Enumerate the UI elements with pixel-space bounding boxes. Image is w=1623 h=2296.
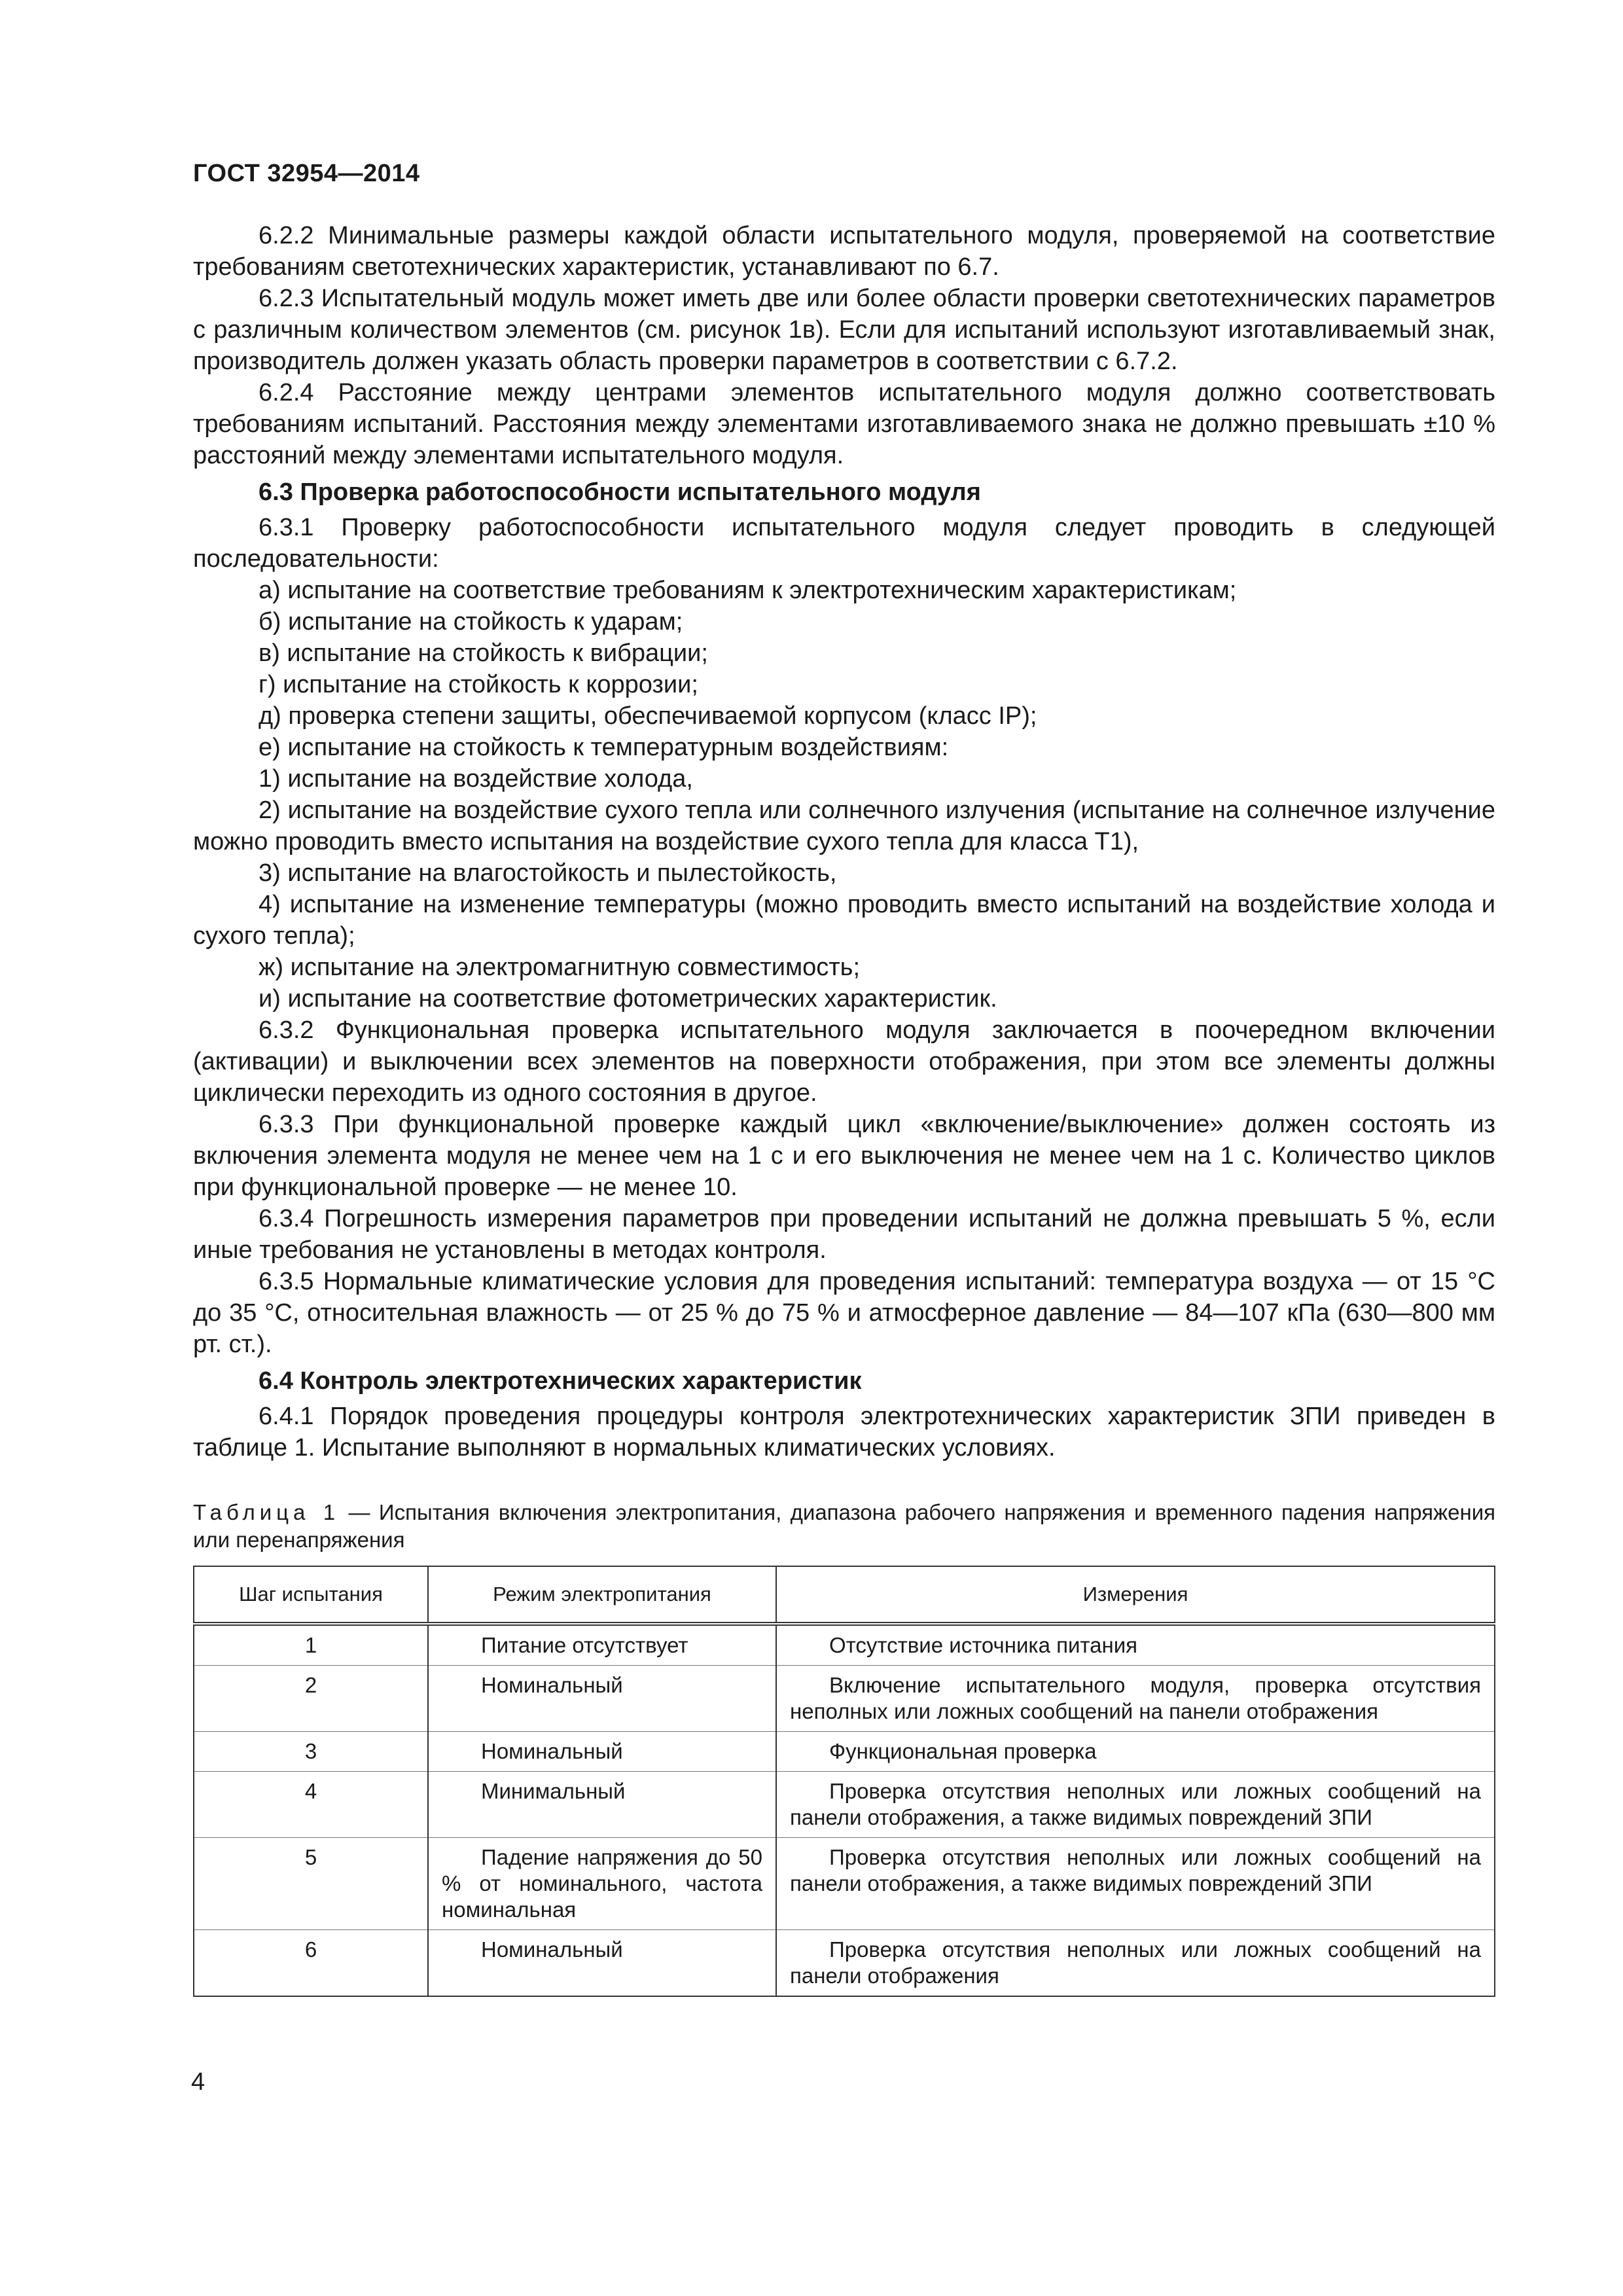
paragraph-6-2-4: 6.2.4 Расстояние между центрами элементов испытательного модуля должно соответствовать требованиям испытаний. Расстояния между элементами изготавливаемого знака не должно превышать ±10 % расстояний между элементами испытательного модуля. bbox=[193, 379, 1495, 469]
cell-power-mode: Номинальный bbox=[428, 1732, 776, 1772]
sub-item-2: 2) испытание на воздействие сухого тепла или солнечного излучения (испытание на солнечное излучение можно проводить вместо испытания на воздействие сухого тепла для класса Т1), bbox=[193, 797, 1495, 855]
cell-measurement: Включение испытательного модуля, проверка отсутствия неполных или ложных сообщений на панели отображения bbox=[776, 1666, 1495, 1732]
list-item-e: е) испытание на стойкость к температурным воздействиям: bbox=[259, 734, 949, 761]
cell-step: 1 bbox=[194, 1624, 428, 1666]
list-item-zh: ж) испытание на электромагнитную совместимость; bbox=[259, 954, 861, 981]
cell-measurement: Проверка отсутствия неполных или ложных сообщений на панели отображения bbox=[776, 1930, 1495, 1997]
paragraph-6-3-4: 6.3.4 Погрешность измерения параметров при проведении испытаний не должна превышать 5 %, если иные требования не установлены в методах контроля. bbox=[193, 1205, 1495, 1264]
page-number: 4 bbox=[191, 2068, 205, 2096]
sub-item-3: 3) испытание на влагостойкость и пылестойкость, bbox=[259, 859, 837, 887]
table-row bbox=[194, 1838, 1495, 1930]
section-heading-6-3: 6.3 Проверка работоспособности испытательного модуля bbox=[259, 478, 981, 506]
section-heading-6-4: 6.4 Контроль электротехнических характеристик bbox=[259, 1367, 862, 1395]
cell-step: 6 bbox=[194, 1930, 428, 1997]
cell-measurement: Проверка отсутствия неполных или ложных сообщений на панели отображения, а также видимых повреждений ЗПИ bbox=[776, 1838, 1495, 1930]
document-header: ГОСТ 32954—2014 bbox=[193, 160, 420, 187]
paragraph-6-3-1: 6.3.1 Проверку работоспособности испытательного модуля следует проводить в следующей последовательности: bbox=[193, 514, 1495, 573]
column-header-power-mode: Режим электропитания bbox=[428, 1566, 776, 1624]
list-item-b: б) испытание на стойкость к ударам; bbox=[259, 608, 683, 636]
list-item-v: в) испытание на стойкость к вибрации; bbox=[259, 639, 708, 667]
table-caption bbox=[193, 1499, 1495, 1554]
sub-item-1: 1) испытание на воздействие холода, bbox=[259, 765, 693, 793]
table-caption-text: — Испытания включения электропитания, диапазона рабочего напряжения и временного падения напряжения или перенапряжения bbox=[193, 1500, 1496, 1552]
test-table bbox=[193, 1566, 1495, 1997]
column-header-step: Шаг испытания bbox=[194, 1566, 428, 1624]
cell-measurement: Проверка отсутствия неполных или ложных сообщений на панели отображения, а также видимых повреждений ЗПИ bbox=[776, 1772, 1495, 1838]
table-row bbox=[194, 1930, 1495, 1997]
cell-measurement: Функциональная проверка bbox=[776, 1732, 1495, 1772]
paragraph-6-3-5: 6.3.5 Нормальные климатические условия для проведения испытаний: температура воздуха — от 15 °С до 35 °С, относительная влажность — от 25 % до 75 % и атмосферное давление — 84—107 кПа (630—800 мм рт. ст.). bbox=[193, 1268, 1495, 1358]
paragraph-6-3-2: 6.3.2 Функциональная проверка испытательного модуля заключается в поочередном включении (активации) и выключении всех элементов на поверхности отображения, при этом все элементы должны циклически переходить из одного состояния в другое. bbox=[193, 1016, 1495, 1107]
table-row bbox=[194, 1732, 1495, 1772]
cell-step: 4 bbox=[194, 1772, 428, 1838]
table-caption-label: Таблица 1 bbox=[193, 1500, 340, 1524]
table-row bbox=[194, 1624, 1495, 1666]
cell-measurement: Отсутствие источника питания bbox=[776, 1624, 1495, 1666]
cell-power-mode: Питание отсутствует bbox=[428, 1624, 776, 1666]
cell-power-mode: Номинальный bbox=[428, 1930, 776, 1997]
paragraph-6-3-3: 6.3.3 При функциональной проверке каждый цикл «включение/выключение» должен состоять из включения элемента модуля не менее чем на 1 с и его выключения не менее чем на 1 с. Количество циклов при функциональной проверке — не менее 10. bbox=[193, 1111, 1495, 1201]
cell-power-mode: Падение напряжения до 50 % от номинального, частота номинальная bbox=[428, 1838, 776, 1930]
sub-item-4: 4) испытание на изменение температуры (можно проводить вместо испытаний на воздействие холода и сухого тепла); bbox=[193, 891, 1495, 950]
cell-power-mode: Минимальный bbox=[428, 1772, 776, 1838]
paragraph-6-2-3: 6.2.3 Испытательный модуль может иметь две или более области проверки светотехнических параметров с различным количеством элементов (см. рисунок 1в). Если для испытаний используют изготавливаемый знак, производитель должен указать область проверки параметров в соответствии с 6.7.2. bbox=[193, 285, 1495, 375]
cell-power-mode: Номинальный bbox=[428, 1666, 776, 1732]
list-item-g: г) испытание на стойкость к коррозии; bbox=[259, 671, 698, 698]
table-row bbox=[194, 1772, 1495, 1838]
paragraph-6-2-2: 6.2.2 Минимальные размеры каждой области испытательного модуля, проверяемой на соответствие требованиям светотехнических характеристик, устанавливают по 6.7. bbox=[193, 222, 1495, 281]
cell-step: 2 bbox=[194, 1666, 428, 1732]
cell-step: 5 bbox=[194, 1838, 428, 1930]
table-header-row bbox=[194, 1566, 1495, 1624]
column-header-measurements: Измерения bbox=[776, 1566, 1495, 1624]
cell-step: 3 bbox=[194, 1732, 428, 1772]
page-body bbox=[193, 220, 1495, 1997]
paragraph-6-4-1: 6.4.1 Порядок проведения процедуры контроля электротехнических характеристик ЗПИ приведен в таблице 1. Испытание выполняют в нормальных климатических условиях. bbox=[193, 1403, 1495, 1462]
list-item-d: д) проверка степени защиты, обеспечиваемой корпусом (класс IP); bbox=[259, 702, 1037, 730]
list-item-a: а) испытание на соответствие требованиям к электротехническим характеристикам; bbox=[259, 577, 1237, 604]
list-item-i: и) испытание на соответствие фотометрических характеристик. bbox=[259, 985, 997, 1013]
table-row bbox=[194, 1666, 1495, 1732]
